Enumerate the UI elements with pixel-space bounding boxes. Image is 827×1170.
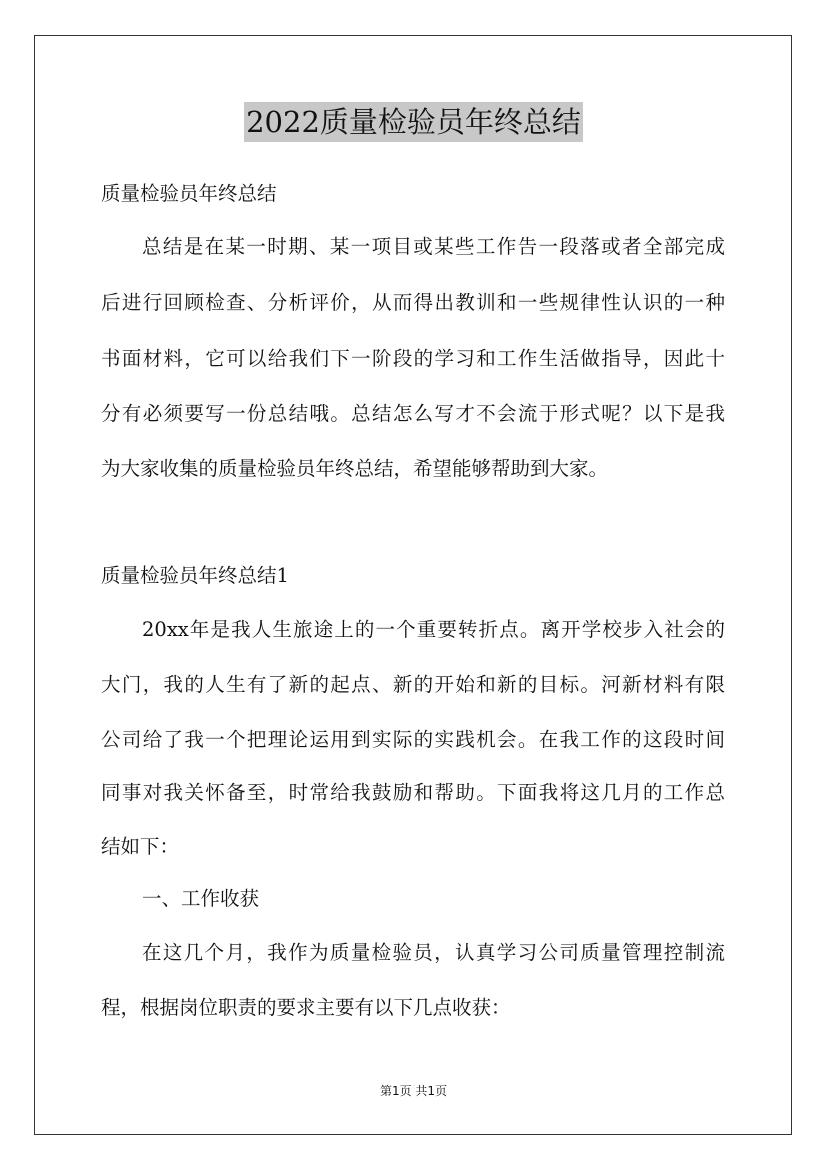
- section-line: 公司给了我一个把理论运用到实际的实践机会。在我工作的这段时间: [101, 728, 725, 751]
- document-title: 2022质量检验员年终总结: [244, 102, 583, 142]
- intro-line: 为大家收集的质量检验员年终总结，希望能够帮助到大家。: [101, 457, 609, 480]
- section-heading: 质量检验员年终总结1: [101, 564, 289, 587]
- page-footer: 第1页 共1页: [379, 1084, 448, 1098]
- intro-line: 书面材料，它可以给我们下一阶段的学习和工作生活做指导，因此十: [101, 347, 725, 370]
- subheading: 一、工作收获: [142, 887, 260, 910]
- section-line: 结如下：: [101, 835, 180, 858]
- intro-line: 总结是在某一时期、某一项目或某些工作告一段落或者全部完成: [142, 235, 725, 258]
- section-line: 20xx年是我人生旅途上的一个重要转折点。离开学校步入社会的: [142, 618, 725, 641]
- document-subtitle: 质量检验员年终总结: [101, 182, 277, 205]
- work-line: 程，根据岗位职责的要求主要有以下几点收获：: [101, 996, 511, 1019]
- section-line: 同事对我关怀备至，时常给我鼓励和帮助。下面我将这几月的工作总: [101, 781, 725, 804]
- intro-line: 后进行回顾检查、分析评价，从而得出教训和一些规律性认识的一种: [101, 291, 725, 314]
- work-line: 在这几个月，我作为质量检验员，认真学习公司质量管理控制流: [142, 941, 725, 964]
- section-line: 大门，我的人生有了新的起点、新的开始和新的目标。河新材料有限: [101, 673, 725, 696]
- title-container: [0, 102, 827, 142]
- intro-line: 分有必须要写一份总结哦。总结怎么写才不会流于形式呢？以下是我: [101, 402, 725, 425]
